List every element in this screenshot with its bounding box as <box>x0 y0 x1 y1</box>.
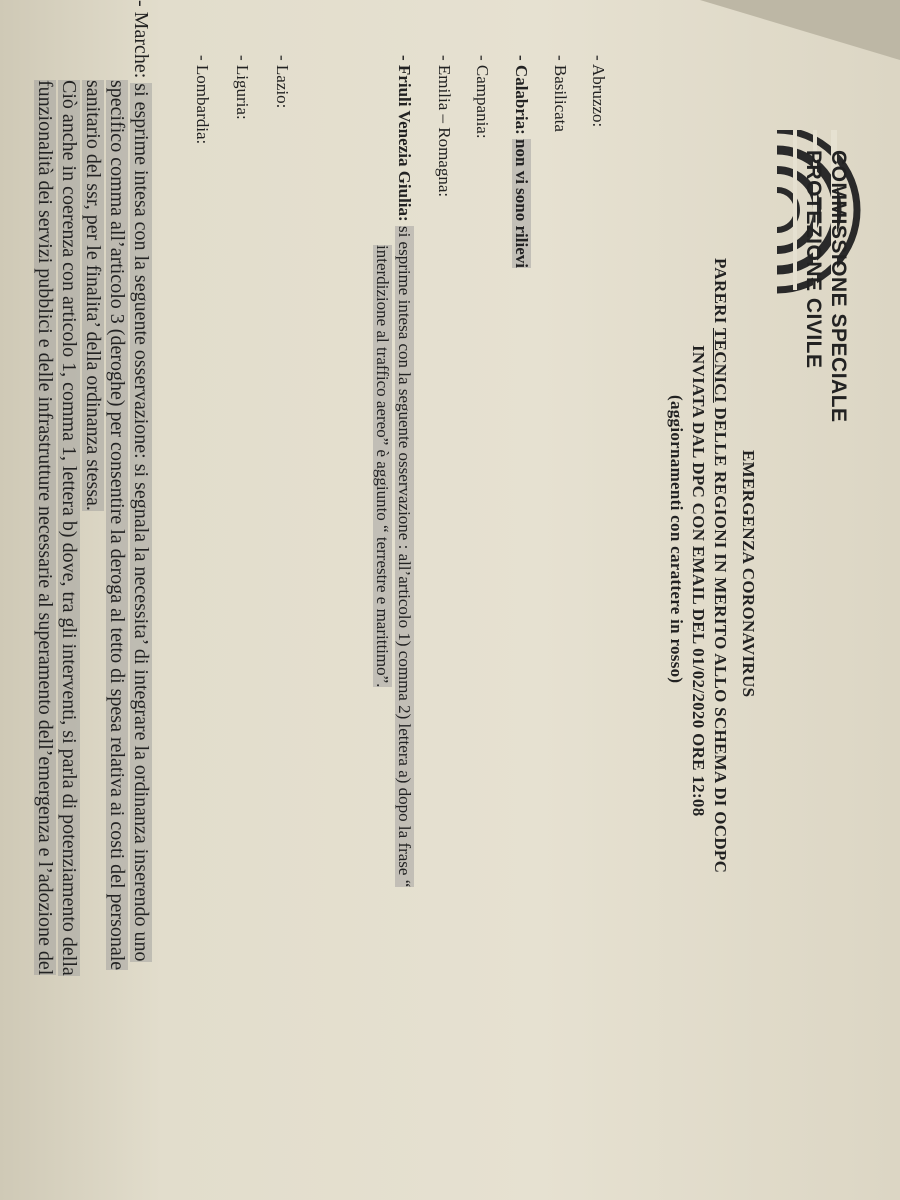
fvg-line-2: interdizione al traffico aereo” è aggiunto “ terrestre e marittimo”. <box>373 245 392 688</box>
marche-line-4: Ciò anche in coerenza con articolo 1, comma 1, lettera b) dove, tra gli interventi, si parla di potenziamento della <box>58 80 80 976</box>
region-lazio: - Lazio: <box>273 55 292 109</box>
marche-line-2-row <box>105 80 128 970</box>
region-emilia-romagna: - Emilia – Romagna: <box>435 55 454 198</box>
region-abruzzo: - Abruzzo: <box>589 55 608 128</box>
marche-line-1: si esprime intesa con la seguente osservazione: si segnala la necessita’ di integrare la ordinanza inserendo uno <box>130 83 152 962</box>
doc-subtitle-line-1 <box>710 258 730 873</box>
region-marche <box>129 0 152 962</box>
brand-line-1: COMMISSIONE SPECIALE <box>827 150 850 423</box>
marche-line-4-row <box>57 80 80 976</box>
doc-subtitle-line-3: (aggiornamenti con carattere in rosso) <box>667 395 686 684</box>
marche-label: - Marche: <box>130 0 152 79</box>
region-liguria: - Liguria: <box>233 55 252 120</box>
calabria-text: non vi sono rilievi <box>512 139 531 268</box>
region-calabria <box>511 55 531 268</box>
marche-line-3: sanitario del ssr, per le finalita’ della ordinanza stessa. <box>82 80 104 511</box>
subtitle-tecnici: TECNICI <box>711 327 730 403</box>
marche-line-5-row <box>33 80 56 975</box>
fvg-label: - Friuli Venezia Giulia: <box>395 55 414 222</box>
marche-line-3-row <box>81 80 104 511</box>
calabria-label: - Calabria: <box>512 55 531 135</box>
subtitle-prefix: PARERI <box>711 258 730 328</box>
region-lombardia: - Lombardia: <box>193 55 212 145</box>
marche-line-2: specifico comma all’articolo 3 (deroghe) per consentire la deroga al tetto di spesa relativa ai costi del personale <box>106 80 128 971</box>
subtitle-suffix: DELLE REGIONI IN MERITO ALLO SCHEMA DI OCDPC <box>711 402 730 874</box>
brand-line-2: PROTEZIONE CIVILE <box>802 150 825 369</box>
doc-title: EMERGENZA CORONAVIRUS <box>739 450 758 698</box>
region-campania: - Campania: <box>473 55 492 139</box>
doc-subtitle-line-2: INVIATA DAL DPC CON EMAIL DEL 01/02/2020 ORE 12:08 <box>689 345 708 817</box>
region-friuli-venezia-giulia <box>394 55 414 887</box>
region-basilicata: - Basilicata <box>551 55 570 132</box>
fvg-line-1: si esprime intesa con la seguente osservazione : all’articolo 1) comma 2) lettera a) dopo la frase “ <box>395 225 414 888</box>
fvg-line-2-row <box>372 245 392 687</box>
marche-line-5: funzionalità dei servizi pubblici e delle infrastrutture necessarie al superamento dell’emergenza e l’adozione del <box>34 80 56 976</box>
